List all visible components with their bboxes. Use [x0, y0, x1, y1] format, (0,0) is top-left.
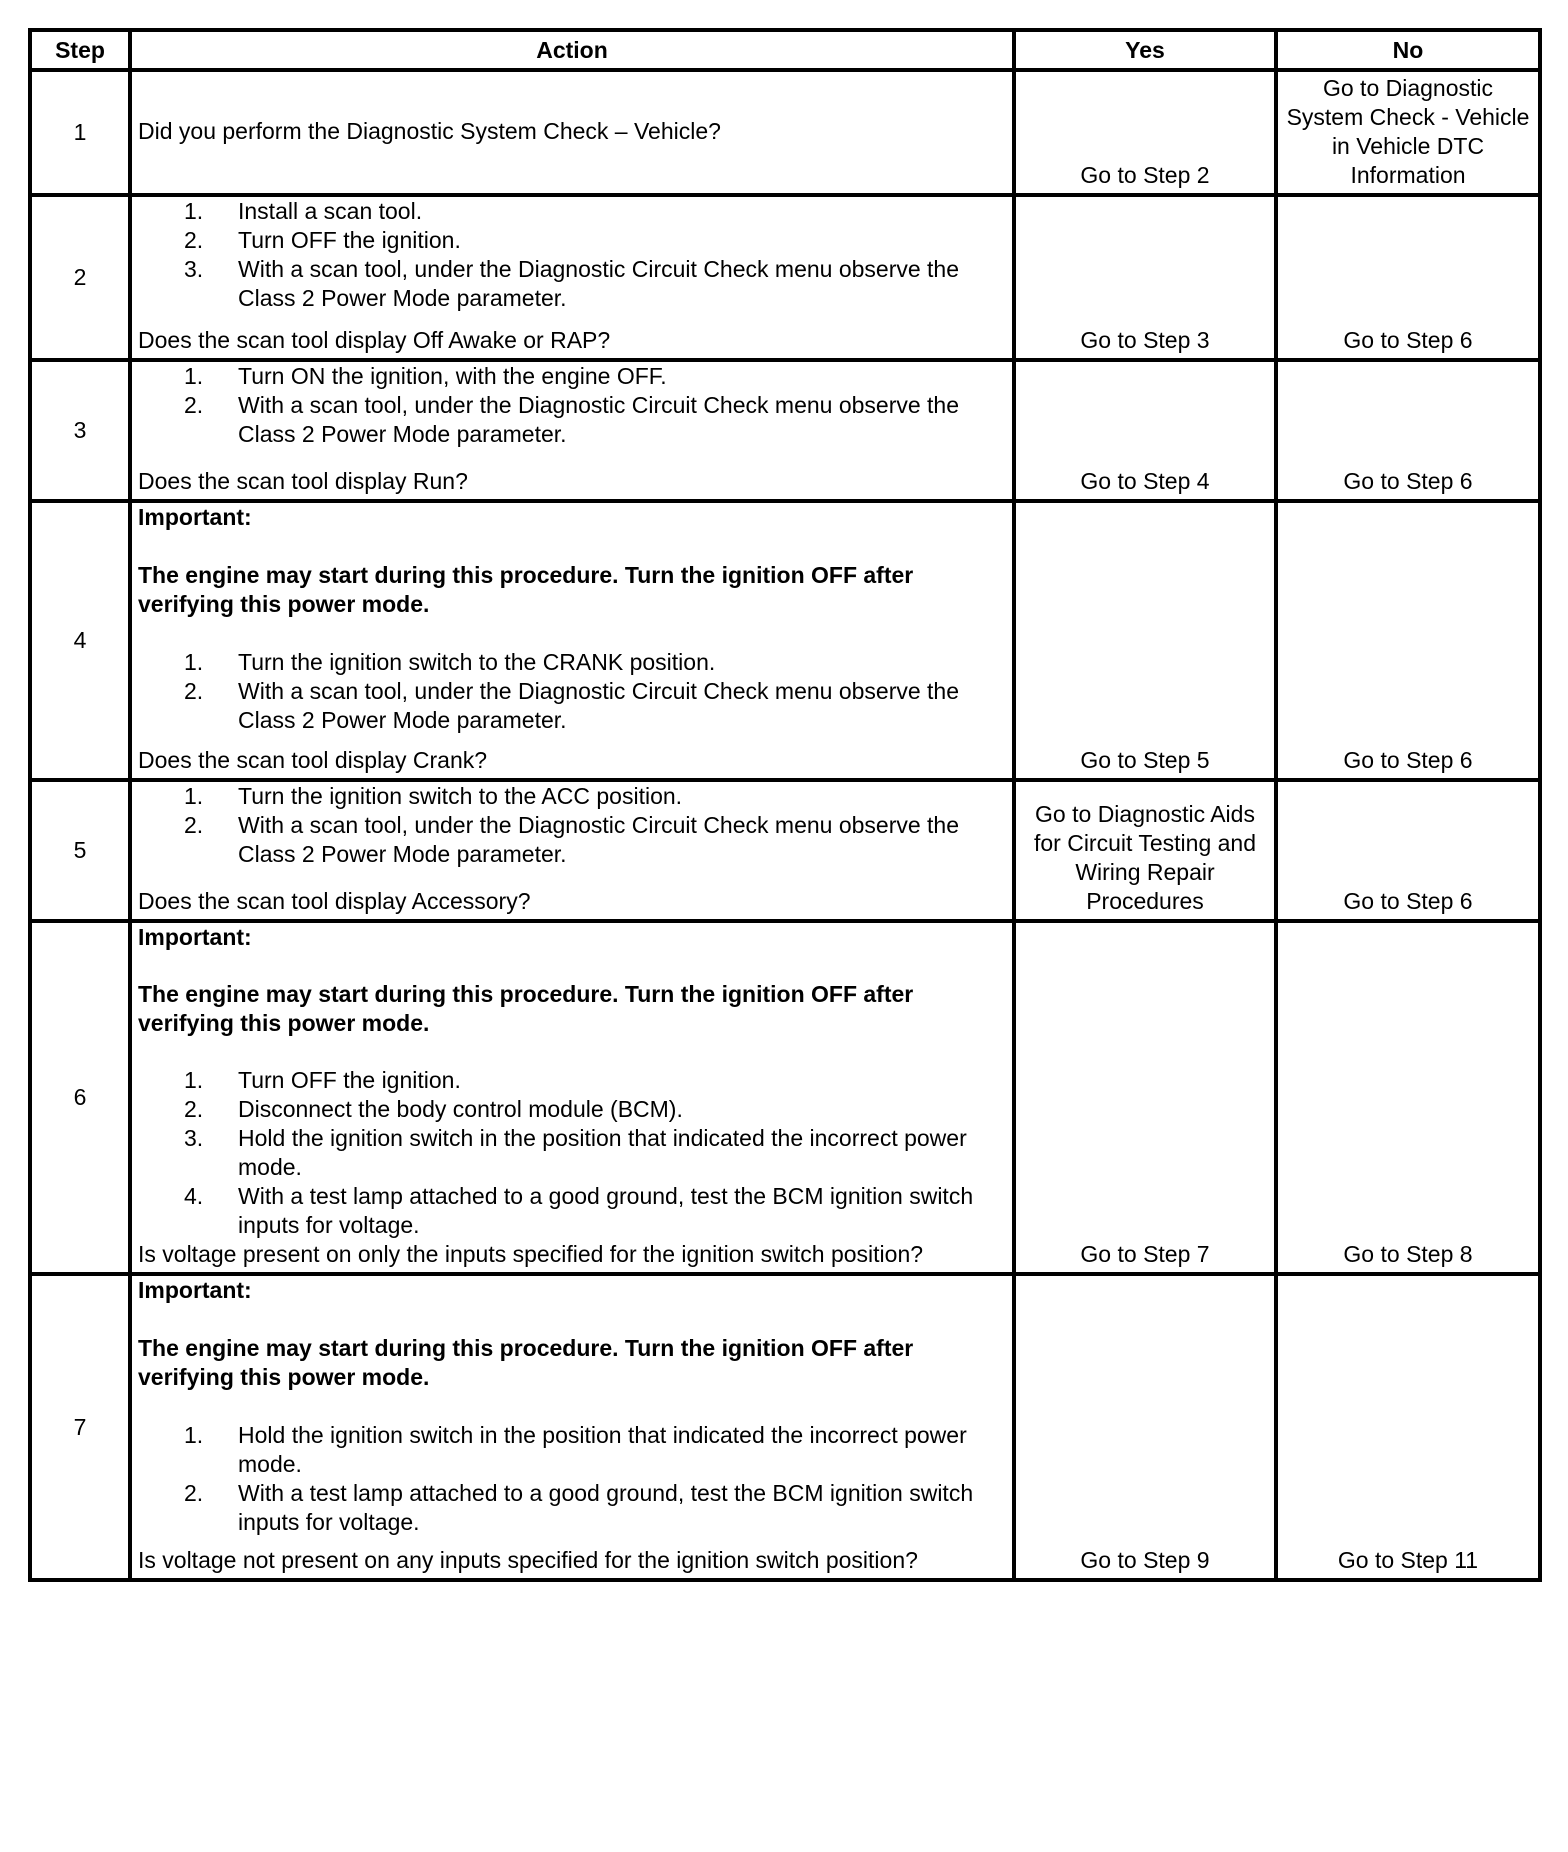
procedure-list: [138, 362, 1006, 449]
procedure-list: [138, 782, 1006, 869]
table-row-step-4: [30, 501, 1540, 780]
list-item: 2. With a scan tool, under the Diagnostic Circuit Check menu observe the Class 2 Power Mode parameter.: [184, 812, 960, 867]
important-label: Important:: [138, 504, 252, 530]
list-item: 2. Turn OFF the ignition.: [184, 227, 461, 253]
question: Does the scan tool display Crank?: [138, 747, 488, 773]
yes-cell: Go to Step 3: [1014, 195, 1276, 360]
step-number: 7: [30, 1274, 130, 1580]
table-row-step-2: [30, 195, 1540, 360]
step-number: 2: [30, 195, 130, 360]
header-row: [30, 30, 1540, 70]
question: Is voltage present on only the inputs specified for the ignition switch position?: [138, 1241, 924, 1267]
question: Is voltage not present on any inputs specified for the ignition switch position?: [138, 1547, 918, 1573]
yes-cell: Go to Diagnostic Aids for Circuit Testing and Wiring Repair Procedures: [1014, 780, 1276, 921]
procedure-list: [138, 1066, 1006, 1240]
yes-cell: Go to Step 9: [1014, 1274, 1276, 1580]
step-number: 3: [30, 360, 130, 501]
no-cell: Go to Diagnostic System Check - Vehicle in Vehicle DTC Information: [1276, 70, 1540, 195]
action-cell: [130, 70, 1014, 195]
action-cell: [130, 195, 1014, 360]
important-warning: The engine may start during this procedure. Turn the ignition OFF after verifying this power mode.: [138, 981, 914, 1036]
list-item: 4. With a test lamp attached to a good ground, test the BCM ignition switch inputs for voltage.: [184, 1183, 974, 1238]
table-row-step-1: [30, 70, 1540, 195]
important-label: Important:: [138, 1277, 252, 1303]
action-cell: [130, 501, 1014, 780]
list-item: 1. Hold the ignition switch in the position that indicated the incorrect power mode.: [184, 1422, 967, 1477]
important-label: Important:: [138, 924, 252, 950]
table-row-step-6: [30, 921, 1540, 1274]
diagnostic-table: [28, 28, 1542, 1582]
step-number: 1: [30, 70, 130, 195]
important-warning: The engine may start during this procedure. Turn the ignition OFF after verifying this power mode.: [138, 562, 914, 617]
yes-cell: Go to Step 7: [1014, 921, 1276, 1274]
procedure-list: [138, 648, 1006, 735]
procedure-list: [138, 197, 1006, 313]
list-item: 2. With a scan tool, under the Diagnostic Circuit Check menu observe the Class 2 Power Mode parameter.: [184, 392, 960, 447]
step-number: 6: [30, 921, 130, 1274]
list-item: 2. With a test lamp attached to a good ground, test the BCM ignition switch inputs for voltage.: [184, 1480, 974, 1535]
question: Did you perform the Diagnostic System Check – Vehicle?: [138, 117, 721, 144]
list-item: 3. Hold the ignition switch in the position that indicated the incorrect power mode.: [184, 1125, 967, 1180]
no-cell: Go to Step 6: [1276, 360, 1540, 501]
no-cell: Go to Step 6: [1276, 780, 1540, 921]
action-cell: [130, 360, 1014, 501]
table-row-step-3: [30, 360, 1540, 501]
question: Does the scan tool display Run?: [138, 468, 468, 494]
no-cell: Go to Step 8: [1276, 921, 1540, 1274]
no-cell: Go to Step 11: [1276, 1274, 1540, 1580]
no-cell: Go to Step 6: [1276, 501, 1540, 780]
list-item: 3. With a scan tool, under the Diagnostic Circuit Check menu observe the Class 2 Power Mode parameter.: [184, 256, 960, 311]
header-no: No: [1276, 30, 1540, 70]
list-item: 1. Turn ON the ignition, with the engine OFF.: [184, 363, 667, 389]
header-action: Action: [130, 30, 1014, 70]
list-item: 2. With a scan tool, under the Diagnostic Circuit Check menu observe the Class 2 Power Mode parameter.: [184, 678, 960, 733]
question: Does the scan tool display Accessory?: [138, 888, 531, 914]
yes-cell: Go to Step 4: [1014, 360, 1276, 501]
list-item: 1. Turn the ignition switch to the ACC position.: [184, 783, 683, 809]
list-item: 1. Turn the ignition switch to the CRANK position.: [184, 649, 716, 675]
step-number: 4: [30, 501, 130, 780]
action-cell: [130, 921, 1014, 1274]
yes-cell: Go to Step 2: [1014, 70, 1276, 195]
list-item: 1. Install a scan tool.: [184, 198, 423, 224]
table-row-step-7: [30, 1274, 1540, 1580]
procedure-list: [138, 1421, 1006, 1537]
header-step: Step: [30, 30, 130, 70]
step-number: 5: [30, 780, 130, 921]
table-row-step-5: [30, 780, 1540, 921]
list-item: 2. Disconnect the body control module (BCM).: [184, 1096, 683, 1122]
no-cell: Go to Step 6: [1276, 195, 1540, 360]
important-warning: The engine may start during this procedure. Turn the ignition OFF after verifying this power mode.: [138, 1335, 914, 1390]
action-cell: [130, 1274, 1014, 1580]
list-item: 1. Turn OFF the ignition.: [184, 1067, 461, 1093]
header-yes: Yes: [1014, 30, 1276, 70]
yes-cell: Go to Step 5: [1014, 501, 1276, 780]
action-cell: [130, 780, 1014, 921]
question: Does the scan tool display Off Awake or RAP?: [138, 327, 611, 353]
